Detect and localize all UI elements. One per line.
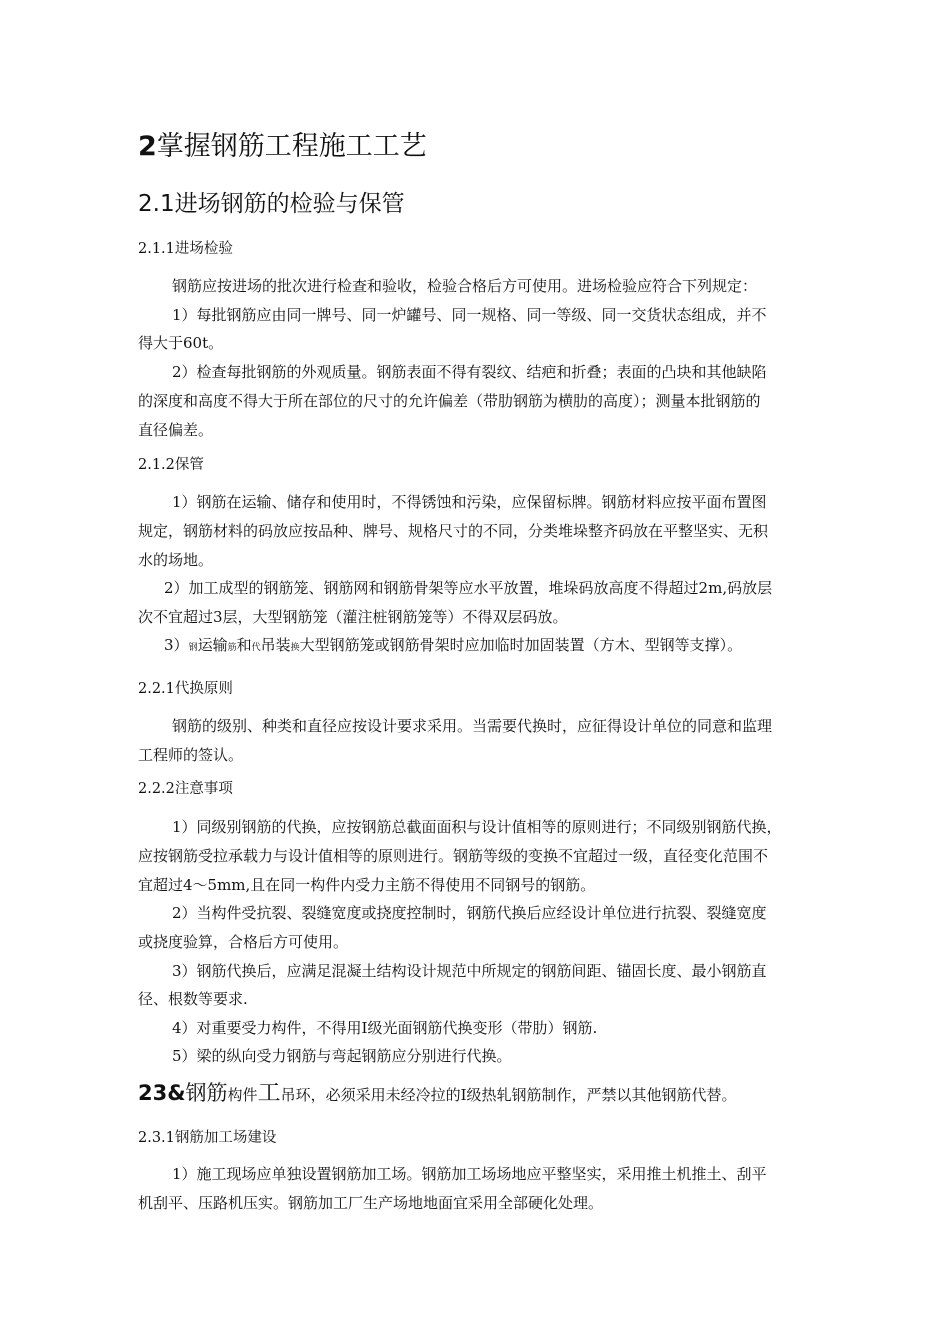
paragraph-line: 宜超过4〜5mm,且在同一构件内受力主筋不得使用不同钢号的钢筋。 xyxy=(138,876,596,894)
paragraph-line: 工程师的签认。 xyxy=(138,746,244,764)
text-run: 构件 xyxy=(227,1086,258,1104)
paragraph-line: 规定，钢筋材料的码放应按品种、牌号、规格尺寸的不同，分类堆垛整齐码放在平整坚实、无积 xyxy=(138,522,769,540)
paragraph-line: 水的场地。 xyxy=(138,551,214,569)
paragraph-line: 钢筋的级别、种类和直径应按设计要求采用。当需要代换时，应征得设计单位的同意和监理 xyxy=(172,717,773,735)
subsection-heading-2-1-2: 2.1.2保管 xyxy=(138,457,204,473)
paragraph-line: 钢筋应按进场的批次进行检查和验收，检验合格后方可使用。进场检验应符合下列规定： xyxy=(172,277,758,295)
subsection-heading-2-3-1: 2.3.1钢筋加工场建设 xyxy=(138,1130,277,1146)
text-run: 吊装 xyxy=(260,636,291,654)
subsection-heading-2-1-1: 2.1.1进场检验 xyxy=(138,241,233,257)
paragraph-line: 2）检查每批钢筋的外观质量。钢筋表面不得有裂纹、结疤和折叠；表面的凸块和其他缺陷 xyxy=(172,363,767,381)
paragraph-line: 1）每批钢筋应由同一牌号、同一炉罐号、同一规格、同一等级、同一交货状态组成，并不 xyxy=(172,306,767,324)
paragraph-line: 或挠度验算，合格后方可使用。 xyxy=(138,933,349,951)
stray-glyph: 代 xyxy=(251,643,261,653)
paragraph-line: 3）钢筋代换后，应满足混凝土结构设计规范中所规定的钢筋间距、锚固长度、最小钢筋直 xyxy=(172,962,767,980)
paragraph-line: 2）当构件受抗裂、裂缝宽度或挠度控制时，钢筋代换后应经设计单位进行抗裂、裂缝宽度 xyxy=(172,904,767,922)
chapter-title: 掌握钢筋工程施工工艺 xyxy=(156,131,427,162)
paragraph-line: 应按钢筋受拉承载力与设计值相等的原则进行。钢筋等级的变换不宜超过一级，直径变化范围不 xyxy=(138,847,769,865)
chapter-number: 2 xyxy=(138,131,157,162)
section-number-garbled: 23& xyxy=(138,1081,186,1105)
section-heading-2-1: 2.1进场钢筋的检验与保管 xyxy=(138,191,405,217)
paragraph-line: 5）梁的纵向受力钢筋与弯起钢筋应分别进行代换。 xyxy=(172,1047,512,1065)
text-run: 吊环，必须采用未经冷拉的I级热轧钢筋制作，严禁以其他钢筋代替。 xyxy=(280,1086,737,1104)
text-run: 运输 xyxy=(197,636,228,654)
subsection-heading-2-2-1: 2.2.1代换原则 xyxy=(138,681,233,697)
paragraph-line: 1）施工现场应单独设置钢筋加工场。钢筋加工场场地应平整坚实，采用推土机推土、刮平 xyxy=(172,1165,767,1183)
stray-glyph: 钢 xyxy=(188,643,198,653)
paragraph-line: 2）加工成型的钢筋笼、钢筋网和钢筋骨架等应水平放置，堆垛码放高度不得超过2m,码放层 xyxy=(164,579,773,597)
paragraph-line: 次不宜超过3层，大型钢筋笼（灌注桩钢筋笼等）不得双层码放。 xyxy=(138,608,568,626)
paragraph-line: 1）同级别钢筋的代换，应按钢筋总截面面积与设计值相等的原则进行；不同级别钢筋代换， xyxy=(172,818,782,836)
list-marker: 3） xyxy=(164,636,189,654)
text-run: 钢筋 xyxy=(185,1081,228,1105)
paragraph-line: 得大于60t。 xyxy=(138,334,224,352)
text-run: 和 xyxy=(236,636,252,654)
paragraph-line: 的深度和高度不得大于所在部位的尺寸的允许偏差（带肋钢筋为横肋的高度）；测量本批钢筋的 xyxy=(138,392,761,410)
chapter-heading xyxy=(138,130,427,164)
text-run: 工 xyxy=(257,1080,281,1106)
paragraph-line: 4）对重要受力构件，不得用I级光面钢筋代换变形（带肋）钢筋. xyxy=(172,1019,598,1037)
paragraph-line: 机刮平、压路机压实。钢筋加工厂生产场地地面宜采用全部硬化处理。 xyxy=(138,1194,604,1212)
stray-glyph: 换 xyxy=(290,643,300,653)
text-run: 大型钢筋笼或钢筋骨架时应加临时加固装置（方木、型钢等支撑）。 xyxy=(299,636,743,654)
paragraph-line: 1）钢筋在运输、储存和使用时，不得锈蚀和污染，应保留标牌。钢筋材料应按平面布置图 xyxy=(172,493,767,511)
mixed-heading-line xyxy=(138,1078,737,1110)
paragraph-line: 直径偏差。 xyxy=(138,421,214,439)
paragraph-line: 径、根数等要求. xyxy=(138,990,248,1008)
stray-glyph: 筋 xyxy=(227,643,237,653)
paragraph-line-mixed-size xyxy=(164,635,742,658)
subsection-heading-2-2-2: 2.2.2注意事项 xyxy=(138,781,233,797)
